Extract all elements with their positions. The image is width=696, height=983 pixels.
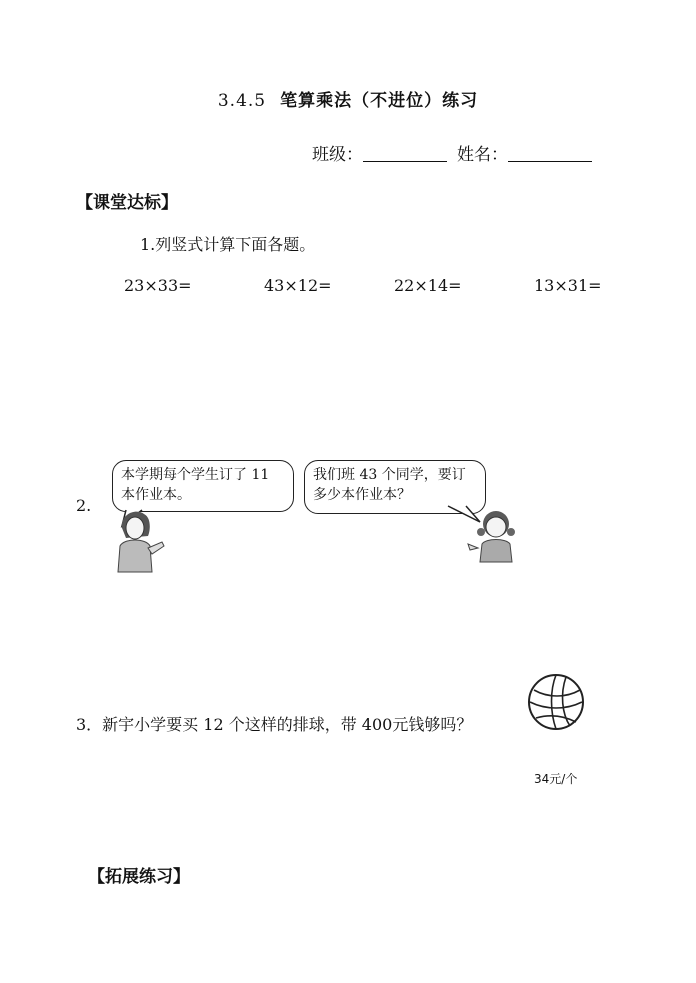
question-1-prompt: 1.列竖式计算下面各题。 <box>140 235 316 254</box>
class-label: 班级： <box>312 145 363 165</box>
lesson-title: 笔算乘法（不进位）练习 <box>280 91 479 111</box>
section-heading-class: 【课堂达标】 <box>76 193 178 213</box>
expression-4: 13×31= <box>534 276 602 295</box>
name-blank[interactable] <box>508 145 592 162</box>
expression-3: 22×14= <box>394 276 462 295</box>
class-blank[interactable] <box>363 145 447 162</box>
girl-figure-icon <box>464 504 528 564</box>
name-label: 姓名： <box>457 145 508 165</box>
question-2-number: 2. <box>76 496 92 515</box>
expression-1: 23×33= <box>124 276 192 295</box>
teacher-speech-text: 本学期每个学生订了 11 本作业本。 <box>121 467 270 503</box>
girl-speech-text: 我们班 43 个同学，要订多少本作业本？ <box>313 467 466 503</box>
volleyball-icon <box>526 672 586 732</box>
volleyball-price: 34元/个 <box>534 772 578 786</box>
expression-2: 43×12= <box>264 276 332 295</box>
student-info <box>312 140 602 165</box>
teacher-figure-icon <box>108 506 168 574</box>
lesson-number: 3.4.5 <box>217 91 267 111</box>
question-3-text: 3．新宇小学要买 12 个这样的排球，带 400元钱够吗？ <box>76 715 473 734</box>
section-heading-extension: 【拓展练习】 <box>88 867 190 887</box>
worksheet-title <box>0 86 696 111</box>
